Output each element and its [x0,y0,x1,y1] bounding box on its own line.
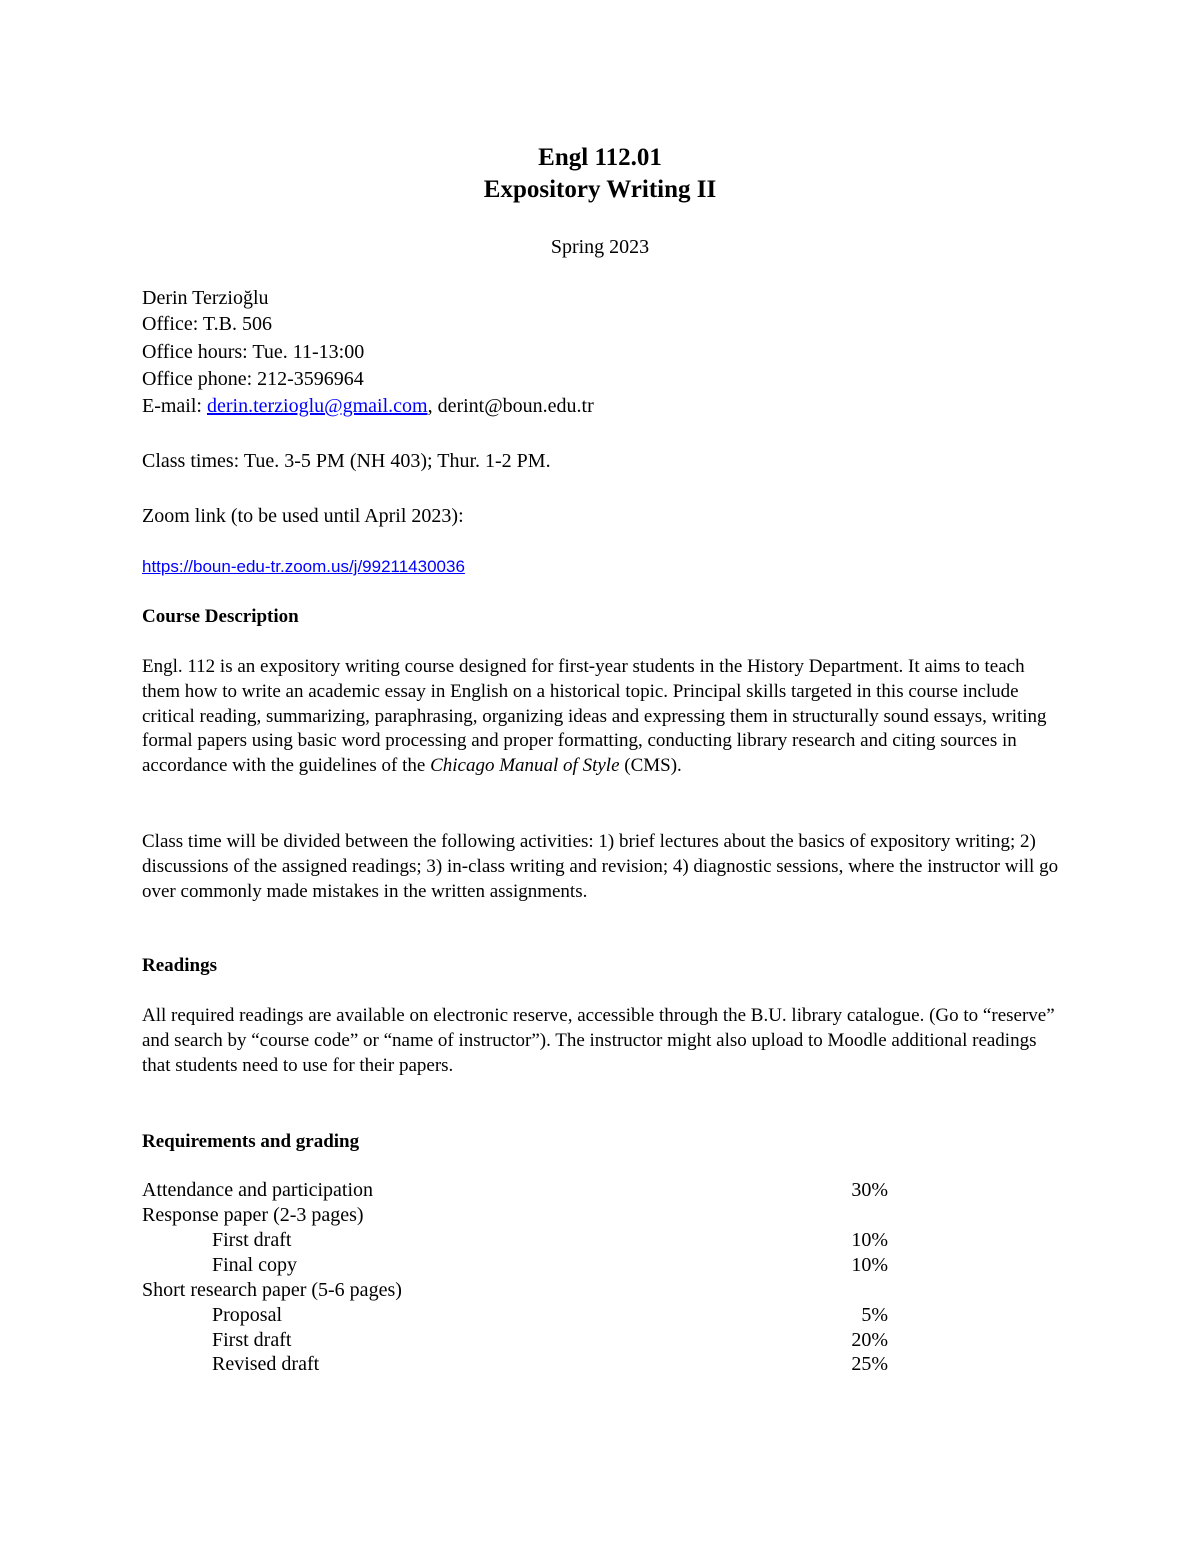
cd-p1-text: Engl. 112 is an expository writing course designed for first-year students in the History Department. It aims to teach them how to write an academic essay in English on a historical topic. Principal skills targeted in this course include critical reading, summarizing, paraphrasing, organizing ideas and expressing them in structurally sound essays, writing formal papers using basic word processing and proper formatting, conducting library research and citing sources in accordance with the guidelines of the [142,656,1047,777]
grading-percent: 5% [861,1304,888,1326]
term: Spring 2023 [550,236,650,258]
email-label: E-mail: [142,395,207,417]
grading-row [142,1178,888,1203]
grading-row [142,1203,888,1228]
zoom-label: Zoom link (to be used until April 2023): [142,505,464,527]
requirements-heading: Requirements and grading [142,1131,360,1152]
course-title: Expository Writing II [483,176,717,203]
zoom-line [142,554,465,579]
grading-row [142,1352,888,1377]
grading-label: First draft [212,1229,292,1251]
cd-p1-end: (CMS). [619,755,682,777]
email-line [142,394,594,419]
zoom-link[interactable]: https://boun-edu-tr.zoom.us/j/99211430036 [142,557,465,576]
course-description-heading: Course Description [142,606,299,627]
grading-label: Short research paper (5-6 pages) [142,1279,402,1301]
grading-row [142,1303,888,1328]
grading-percent: 30% [851,1179,888,1201]
cd-p1-italic: Chicago Manual of Style [430,755,620,777]
instructor-name: Derin Terzioğlu [142,287,269,309]
course-code: Engl 112.01 [538,144,662,171]
grading-row [142,1228,888,1253]
office-hours: Office hours: Tue. 11-13:00 [142,341,365,363]
email-primary-link[interactable]: derin.terzioglu@gmail.com [206,395,428,417]
grading-label: Response paper (2-3 pages) [142,1204,364,1226]
grading-label: Final copy [212,1254,297,1276]
grading-label: Revised draft [212,1353,320,1375]
class-times: Class times: Tue. 3-5 PM (NH 403); Thur. 1-2 PM. [142,450,551,472]
grading-row [142,1328,888,1353]
grading-percent: 10% [851,1254,888,1276]
grading-row [142,1278,888,1303]
course-description-paragraph-1 [142,655,1062,779]
email-secondary: , derint@boun.edu.tr [427,395,594,417]
readings-paragraph: All required readings are available on electronic reserve, accessible through the B.U. library catalogue. (Go to “reserve” and search by “course code” or “name of instructor”). The instructor might also upload to Moodle additional readings that students need to use for their papers. [142,1005,1055,1076]
office-phone: Office phone: 212-3596964 [142,368,364,390]
grading-label: Attendance and participation [142,1179,374,1201]
course-description-paragraph-2: Class time will be divided between the following activities: 1) brief lectures about the basics of expository writing; 2) discussions of the assigned readings; 3) in-class writing and revision; 4) diagnostic sessions, where the instructor will go over commonly made mistakes in the written assignments. [142,831,1059,902]
grading-percent: 25% [851,1353,888,1375]
grading-percent: 10% [851,1229,888,1251]
grading-percent: 20% [851,1329,888,1351]
office: Office: T.B. 506 [142,313,272,335]
grading-label: First draft [212,1329,292,1351]
grading-label: Proposal [212,1304,282,1326]
readings-heading: Readings [142,955,217,976]
grading-row [142,1253,888,1278]
